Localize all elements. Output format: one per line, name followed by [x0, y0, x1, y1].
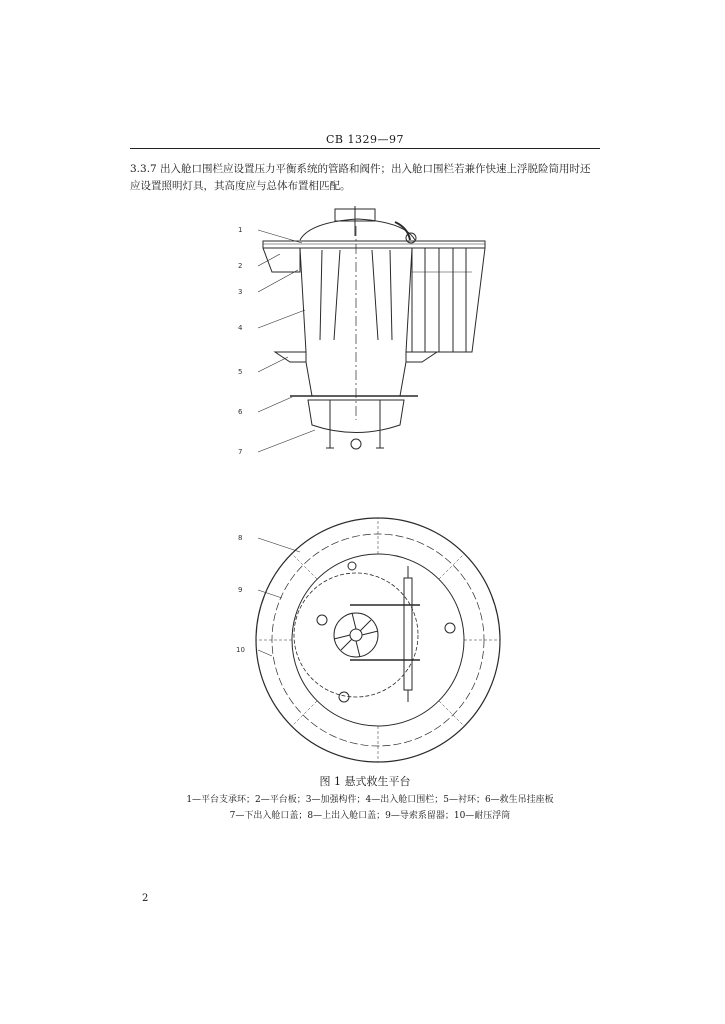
clause-line-2: 应设置照明灯具，其高度应与总体布置相匹配。	[130, 180, 351, 192]
callout-10: 10	[236, 646, 245, 654]
callout-5: 5	[238, 368, 243, 376]
figure-legend-line-2: 7—下出入舱口盖；8—上出入舱口盖；9—导索系留器；10—耐压浮筒	[229, 811, 511, 821]
callout-3: 3	[238, 288, 243, 296]
callout-2: 2	[238, 262, 243, 270]
callout-9: 9	[238, 586, 243, 594]
standard-header: CB 1329—97	[326, 133, 404, 146]
clause-line-1: 3.3.7 出入舱口围栏应设置压力平衡系统的管路和阀件；出入舱口围栏若兼作快速上浮脱险筒用时还	[130, 163, 591, 175]
figure-legend-line-1: 1—平台支承环；2—平台板；3—加强构件；4—出入舱口围栏；5—衬环；6—救生吊挂座板	[186, 795, 554, 805]
callout-8: 8	[238, 534, 243, 542]
callout-1: 1	[238, 226, 243, 234]
callout-7: 7	[238, 448, 243, 456]
elevation-view	[258, 206, 485, 452]
plan-view	[256, 518, 500, 762]
callout-6: 6	[238, 408, 243, 416]
figure-caption: 图 1 悬式救生平台	[319, 775, 411, 788]
callout-4: 4	[238, 324, 243, 332]
page-number: 2	[142, 893, 149, 904]
